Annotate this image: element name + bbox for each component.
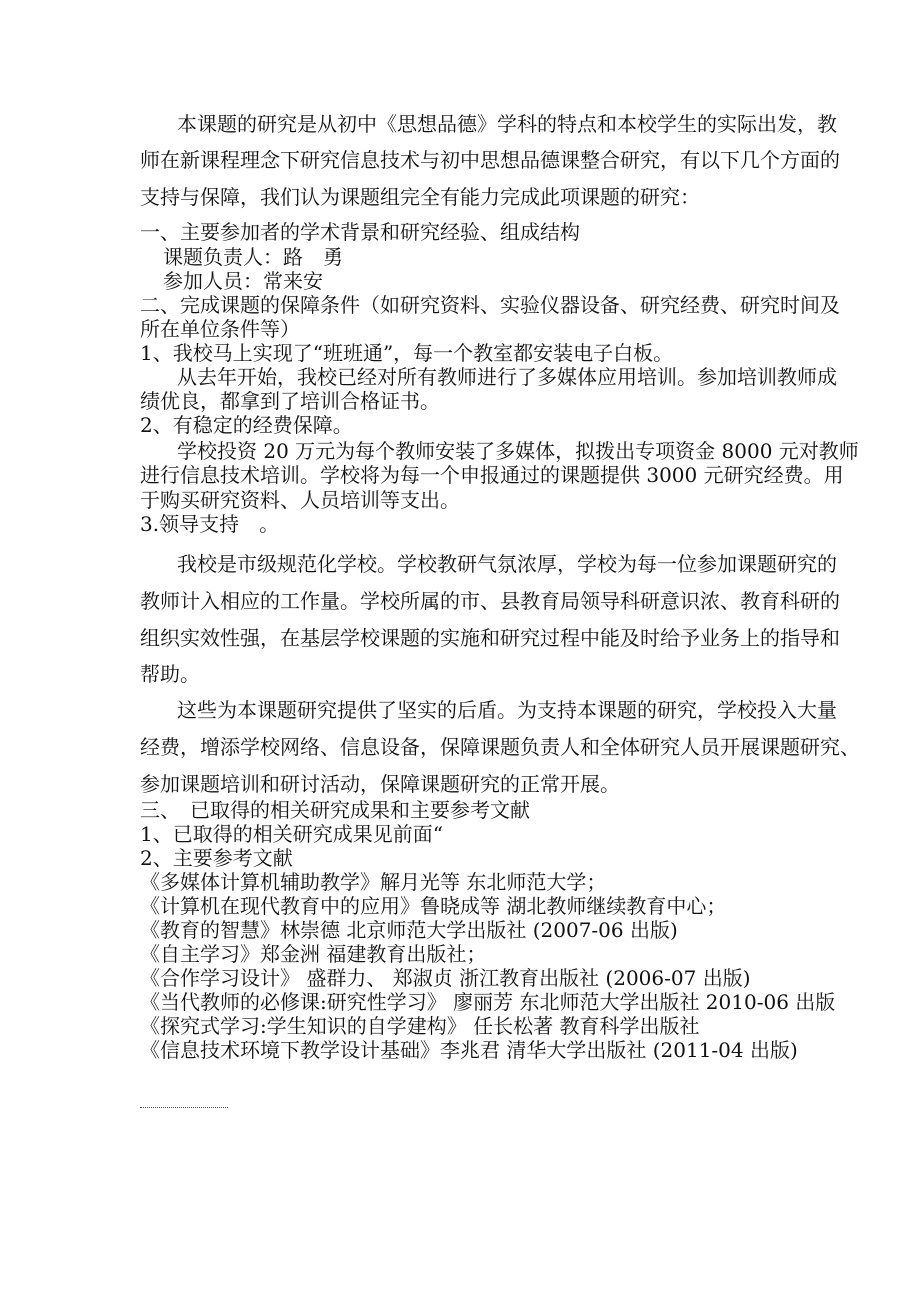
section2-item1-text: 绩优良，都拿到了培训合格证书。 <box>140 389 440 413</box>
section2-item2-text: 于购买研究资料、人员培训等支出。 <box>140 488 460 512</box>
intro-line: 师在新课程理念下研究信息技术与初中思想品德课整合研究，有以下几个方面的 <box>140 148 840 172</box>
summary-line: 参加课题培训和研讨活动，保障课题研究的正常开展。 <box>140 772 620 796</box>
reference-item: 《合作学习设计》 盛群力、 郑淑贞 浙江教育出版社 (2006-07 出版) <box>140 966 751 990</box>
section3-item1: 1、已取得的相关研究成果见前面“ <box>140 822 443 846</box>
summary-line: 这些为本课题研究提供了坚实的后盾。为支持本课题的研究，学校投入大量 <box>177 698 837 722</box>
reference-item: 《多媒体计算机辅助教学》解月光等 东北师范大学； <box>140 870 607 894</box>
section3-heading: 三、 已取得的相关研究成果和主要参考文献 <box>140 798 530 822</box>
section1-heading: 一、主要参加者的学术背景和研究经验、组成结构 <box>140 220 580 244</box>
section2-item1-text: 从去年开始，我校已经对所有教师进行了多媒体应用培训。参加培训教师成 <box>177 365 837 389</box>
project-members: 参加人员：常来安 <box>163 269 323 293</box>
section2-item3-text: 组织实效性强，在基层学校课题的实施和研究过程中能及时给予业务上的指导和 <box>140 626 840 650</box>
section2-item1: 1、我校马上实现了“班班通”，每一个教室都安装电子白板。 <box>140 341 674 365</box>
reference-item: 《计算机在现代教育中的应用》鲁晓成等 湖北教师继续教育中心； <box>140 894 727 918</box>
section2-heading: 所在单位条件等） <box>140 317 300 341</box>
intro-line: 支持与保障，我们认为课题组完全有能力完成此项课题的研究： <box>140 185 700 209</box>
section2-heading: 二、完成课题的保障条件（如研究资料、实验仪器设备、研究经费、研究时间及 <box>140 293 840 317</box>
section2-item3-text: 我校是市级规范化学校。学校教研气氛浓厚，学校为每一位参加课题研究的 <box>177 552 837 576</box>
section2-item3-text: 帮助。 <box>140 662 200 686</box>
section2-item2-text: 学校投资 20 万元为每个教师安装了多媒体，拟拨出专项资金 8000 元对教师 <box>177 439 859 463</box>
intro-line: 本课题的研究是从初中《思想品德》学科的特点和本校学生的实际出发，教 <box>177 112 837 136</box>
section3-item2: 2、主要参考文献 <box>140 846 293 870</box>
project-leader: 课题负责人：路 勇 <box>163 245 343 269</box>
reference-item: 《教育的智慧》林崇德 北京师范大学出版社 (2007-06 出版) <box>140 918 678 942</box>
reference-item: 《当代教师的必修课:研究性学习》 廖丽芳 东北师范大学出版社 2010-06 出版 <box>140 990 836 1014</box>
reference-item: 《信息技术环境下教学设计基础》李兆君 清华大学出版社 (2011-04 出版) <box>140 1038 798 1062</box>
section2-item3-text: 教师计入相应的工作量。学校所属的市、县教育局领导科研意识浓、教育科研的 <box>140 589 840 613</box>
reference-item: 《探究式学习:学生知识的自学建构》 任长松著 教育科学出版社 <box>140 1014 700 1038</box>
section2-item2-text: 进行信息技术培训。学校将为每一个申报通过的课题提供 3000 元研究经费。用 <box>140 463 844 487</box>
section2-item3: 3.领导支持 。 <box>140 512 280 536</box>
footnote-separator <box>140 1107 228 1108</box>
summary-line: 经费，增添学校网络、信息设备，保障课题负责人和全体研究人员开展课题研究、 <box>140 735 860 759</box>
reference-item: 《自主学习》郑金洲 福建教育出版社； <box>140 942 487 966</box>
section2-item2: 2、有稳定的经费保障。 <box>140 413 353 437</box>
